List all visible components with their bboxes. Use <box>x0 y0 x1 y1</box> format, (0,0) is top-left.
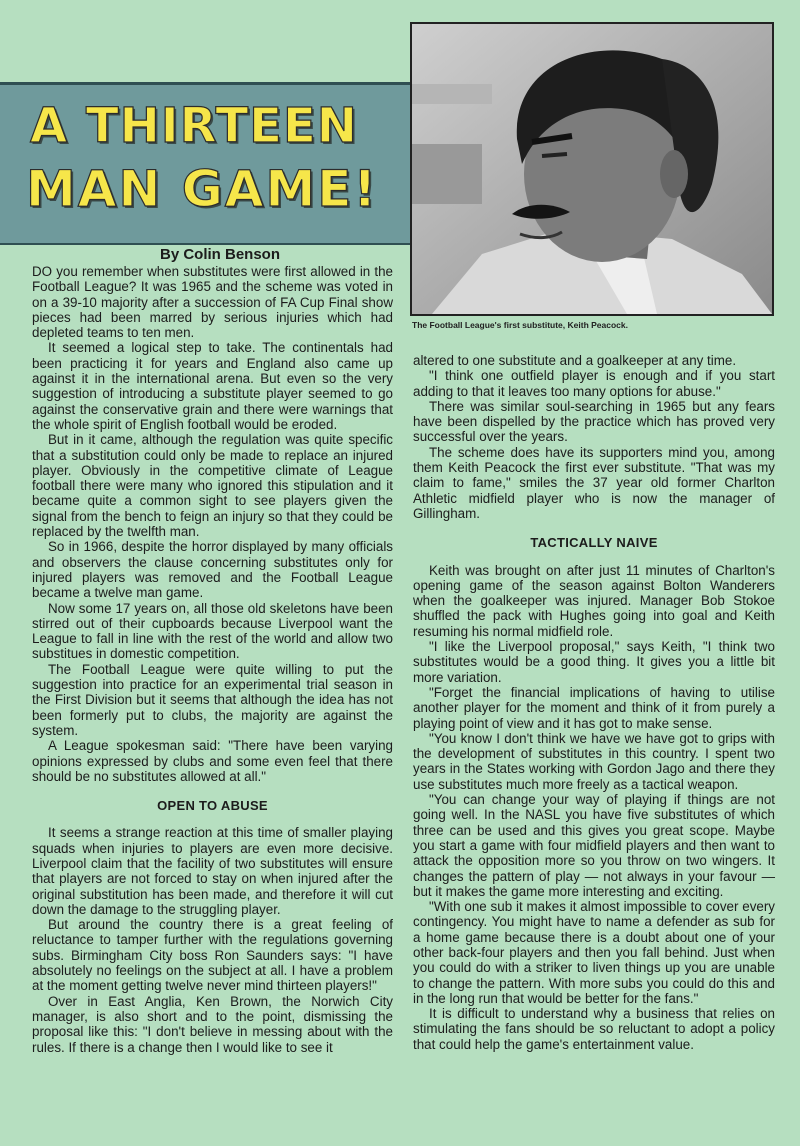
paragraph: "With one sub it makes it almost impossible to cover every contingency. You might have to name a defender as sub for a home game because there is a doubt about one of your other back-four players and then you fall behind. Just when you could do with a striker to liven things up you are unable to change the pattern. With more subs you could do this and in the long run that would be better for the fans." <box>413 899 775 1006</box>
subheading: OPEN TO ABUSE <box>157 798 268 814</box>
paragraph: It is difficult to understand why a business that relies on stimulating the fans should be so reluctant to adopt a policy that could help the game's entertainment value. <box>413 1006 775 1052</box>
right-column <box>413 353 775 1052</box>
headline-line-2: MAN GAME! <box>26 160 379 218</box>
paragraph: DO you remember when substitutes were first allowed in the Football League? It was 1965 and the scheme was voted in on a 39-10 majority after a succession of FA Cup Final show pieces had been marred by serious injuries which had depleted teams to ten men. <box>32 264 393 341</box>
paragraph: Now some 17 years on, all those old skeletons have been stirred out of their cupboards because Liverpool want the League to fall in line with the rest of the world and allow two substitues in domestic competition. <box>32 600 393 662</box>
photo-keith-peacock <box>410 22 774 316</box>
headline-line-1: A THIRTEEN <box>30 98 358 154</box>
paragraph: Keith was brought on after just 11 minutes of Charlton's opening game of the season against Bolton Wanderers when the goalkeeper was injured. Manager Bob Stokoe shuffled the pack with Hughes going into goal and Keith resuming his normal midfield role. <box>413 562 775 639</box>
paragraph: Over in East Anglia, Ken Brown, the Norwich City manager, is also short and to the point, dismissing the proposal like this: "I don't believe in messing about with the rules. If there is a change then I would like to see it <box>32 993 393 1055</box>
byline: By Colin Benson <box>159 246 280 263</box>
paragraph: There was similar soul-searching in 1965 but any fears have been dispelled by the practice which has proved very successful over the years. <box>413 398 775 445</box>
paragraph: But around the country there is a great feeling of reluctance to tamper further with the regulations governing subs. Birmingham City boss Ron Saunders says: "I have absolutely no feelings on the subject at all. I have a problem at the moment getting twelve never mind thirteen players!" <box>32 917 393 994</box>
subheading: TACTICALLY NAIVE <box>530 535 658 551</box>
paragraph: It seemed a logical step to take. The continentals had been practicing it for years and England also came up against it in the international arena. But even so the very suggestion of introducing a substitute player seemed to go against the conservative grain and there were warnings that the whole spirit of English football would be eroded. <box>32 340 393 432</box>
paragraph: The scheme does have its supporters mind you, among them Keith Peacock the first ever substitute. "That was my claim to fame," smiles the 37 year old former Charlton Athletic midfield player who is now the manager of Gillingham. <box>413 444 775 521</box>
paragraph: "You know I don't think we have we have got to grips with the development of substitutes in this country. I spent two years in the States working with Gordon Jago and there they use substitutes much more freely as a tactical weapon. <box>413 730 775 792</box>
paragraph: "Forget the financial implications of having to utilise another player for the moment and think of it from purely a playing point of view and it has got to make sense. <box>413 684 775 731</box>
left-column <box>32 264 393 1055</box>
paragraph: "You can change your way of playing if things are not going well. In the NASL you have five substitutes of which three can be used and this gives you great scope. Maybe you start a game with four midfield players and then want to attack the opposition more so you throw on two wingers. It changes the pattern of play — not always in your favour — but it makes the game more interesting and exciting. <box>413 792 775 899</box>
paragraph: A League spokesman said: "There have been varying opinions expressed by clubs and some even feel that there should be no substitutes allowed at all." <box>32 738 393 784</box>
photo-caption: The Football League's first substitute, Keith Peacock. <box>412 320 628 330</box>
paragraph: The Football League were quite willing to put the suggestion into practice for an experimental trial season in the First Division but it seems that although the idea has not been formerly put to clubs, the majority are against the system. <box>32 661 393 738</box>
paragraph: "I think one outfield player is enough and if you start adding to that it leaves too many options for abuse." <box>413 368 775 399</box>
paragraph: So in 1966, despite the horror displayed by many officials and observers the clause concerning substitutes only for injured players was removed and the Football League became a twelve man game. <box>32 539 393 601</box>
paragraph: But in it came, although the regulation was quite specific that a substitution could only be made to replace an injured player. Obviously in the competitive climate of League football there were many who ignored this stipulation and it became quite a common sight to see players given the signal from the bench to feign an injury so that they could be replaced by the twelfth man. <box>32 432 393 540</box>
paragraph: It seems a strange reaction at this time of smaller playing squads when injuries to players are even more decisive. Liverpool claim that the facility of two substitutes will ensure that players are not forced to stay on when injured after the original substitution has been made, and therefore it will cut down the damage to the struggling player. <box>32 825 393 917</box>
paragraph: altered to one substitute and a goalkeeper at any time. <box>413 353 737 368</box>
paragraph: "I like the Liverpool proposal," says Keith, "I think two substitutes would be a good thing. It gives you a little bit more variation. <box>413 639 775 685</box>
